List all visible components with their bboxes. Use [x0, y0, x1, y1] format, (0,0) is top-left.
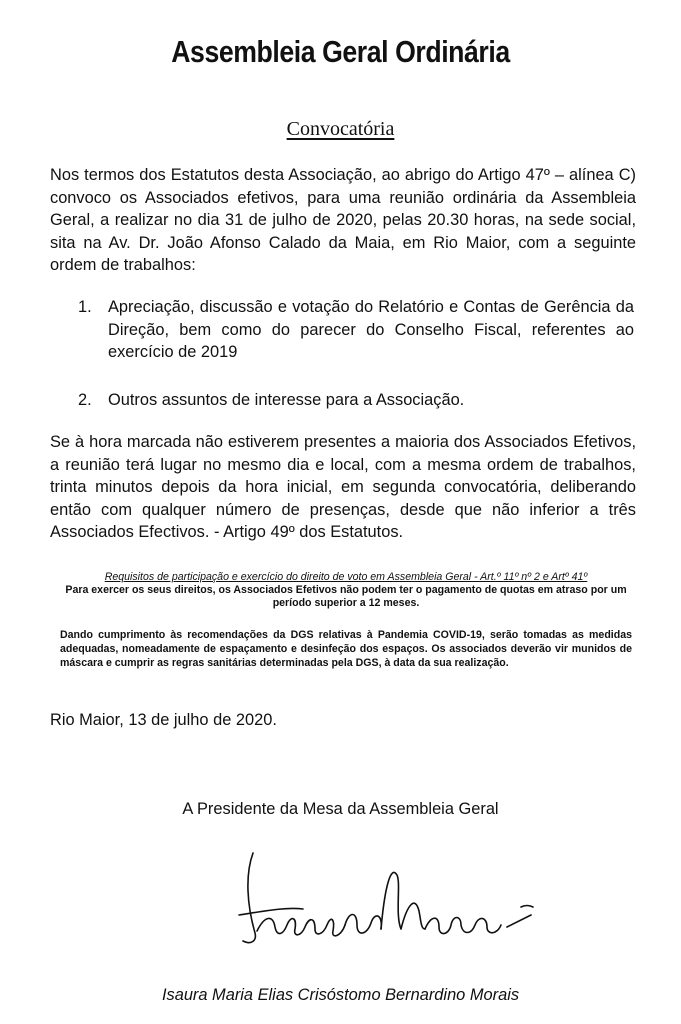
- signatory-name: Isaura Maria Elias Crisóstomo Bernardino Morais: [161, 986, 520, 1004]
- covid-notice: Dando cumprimento às recomendações da DGS relativas à Pandemia COVID-19, serão tomadas as medidas adequadas, nomeadamente de espaçamento e desinfeção dos espaços. Os associados deverão vir munidos de máscara e cumprir as regras sanitárias determinadas pela DGS, à data da sua realização.: [60, 629, 632, 669]
- agenda-item: [78, 389, 634, 412]
- agenda-item-number: 1.: [78, 298, 92, 316]
- intro-paragraph: Nos termos dos Estatutos desta Associação, ao abrigo do Artigo 47º – alínea C) convoco os Associados efetivos, para uma reunião ordinária da Assembleia Geral, a realizar no dia 31 de julho de 2020, pelas 20.30 horas, na sede social, sita na Av. Dr. João Afonso Calado da Maia, em Rio Maior, com a seguinte ordem de trabalhos:: [50, 166, 636, 274]
- place-date: Rio Maior, 13 de julho de 2020.: [50, 711, 277, 729]
- agenda-list: [78, 296, 634, 364]
- requirements-text: Para exercer os seus direitos, os Associados Efetivos não podem ter o pagamento de quotas em atraso por um período superior a 12 meses.: [65, 584, 627, 609]
- agenda-list-continued: [78, 389, 634, 412]
- quorum-paragraph: Se à hora marcada não estiverem presentes a maioria dos Associados Efetivos, a reunião terá lugar no mesmo dia e local, com a mesma ordem de trabalhos, trinta minutos depois da hora inicial, em segunda convocatória, deliberando então com qualquer número de presenças, desde que não inferior a três Associados Efectivos. - Artigo 49º dos Estatutos.: [50, 433, 636, 541]
- document-subtitle: Convocatória: [286, 118, 395, 140]
- document-title: Assembleia Geral Ordinária: [171, 34, 510, 69]
- signatory-role: A Presidente da Mesa da Assembleia Geral: [182, 800, 499, 818]
- handwritten-signature: [225, 845, 545, 955]
- agenda-item-number: 2.: [78, 391, 92, 409]
- requirements-heading: Requisitos de participação e exercício do direito de voto em Assembleia Geral - Art.º 11º nº 2 e Artº 41º: [104, 571, 588, 583]
- agenda-item-text: Outros assuntos de interesse para a Associação.: [108, 391, 465, 409]
- agenda-item: [78, 296, 634, 364]
- voting-requirements: [60, 571, 632, 610]
- agenda-item-text: Apreciação, discussão e votação do Relatório e Contas de Gerência da Direção, bem como do parecer do Conselho Fiscal, referentes ao exercício de 2019: [108, 298, 634, 361]
